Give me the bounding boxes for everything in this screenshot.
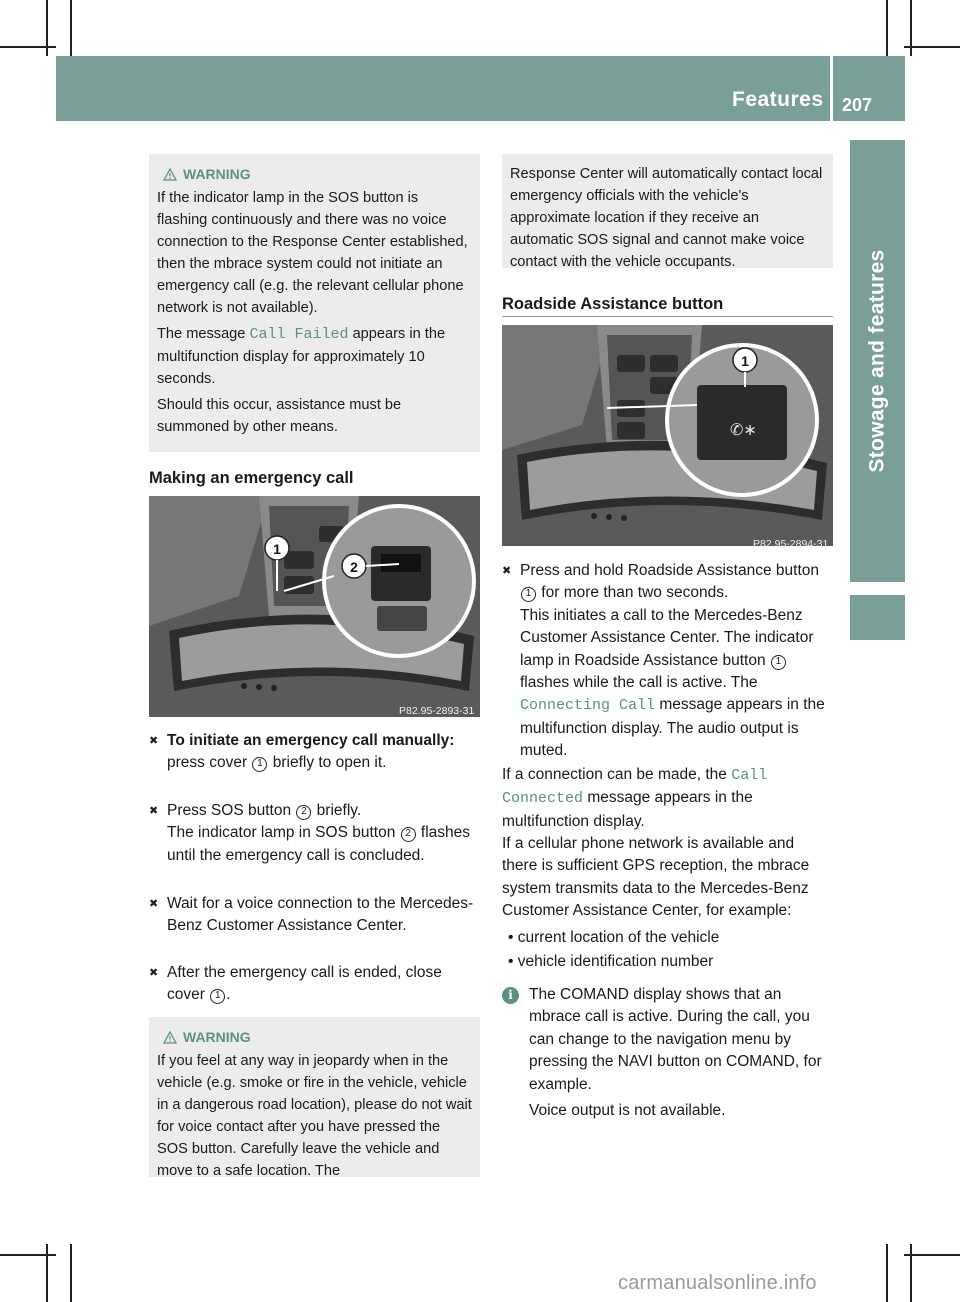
- warning-text: If you feel at any way in jeopardy when in the vehicle (e.g. smoke or fire in the vehicle, vehicle in a dangerous road location), please do not wait for voice contact after you have pressed the SOS button. Carefully leave the vehicle and move to a safe location. The: [157, 1053, 472, 1179]
- text-fragment: This initiates a call to the Mercedes-Benz Customer Assistance Center. The indicator lamp in Roadside Assistance button: [520, 606, 814, 669]
- step-arrow-icon: ✖: [149, 898, 159, 910]
- info-text: The COMAND display shows that an mbrace call is active. During the call, you can change to the navigation menu by pressing the NAVI button on COMAND, for example.: [529, 986, 822, 1093]
- info-icon: i: [502, 987, 519, 1004]
- body-paragraph: If a cellular phone network is available and there is sufficient GPS reception, the mbrace system transmits data to the Mercedes-Benz Customer Assistance Center, for example:: [502, 835, 810, 920]
- header-divider: [830, 56, 833, 121]
- step-arrow-icon: ✖: [149, 805, 159, 817]
- list-item-text: current location of the vehicle: [517, 929, 720, 946]
- step-text: [167, 800, 480, 867]
- crop-mark: [886, 0, 888, 56]
- warning-box: [149, 1017, 480, 1177]
- crop-mark: [70, 0, 72, 56]
- figure-id: P82.95-2894-31: [753, 538, 829, 546]
- warning-triangle-icon: [163, 168, 177, 181]
- figure-emergency-call: [149, 496, 480, 717]
- step-item: [149, 730, 480, 775]
- section-title: Roadside Assistance button: [502, 295, 724, 313]
- section-title: Making an emergency call: [149, 469, 354, 487]
- text-fragment: briefly to open it.: [268, 754, 387, 772]
- step-bold: To initiate an emergency call manually:: [167, 732, 455, 749]
- text-fragment: flashes while the call is active. The: [520, 674, 758, 692]
- figure-illustration: [149, 496, 480, 717]
- step-item: [149, 893, 480, 938]
- info-text: Voice output is not available.: [529, 1102, 726, 1120]
- figure-id: P82.95-2893-31: [399, 705, 475, 717]
- crop-mark: [910, 0, 912, 56]
- body-paragraph: [502, 764, 833, 833]
- figure-illustration: [502, 325, 833, 546]
- text-fragment: .: [226, 986, 231, 1004]
- watermark: carmanualsonline.info: [618, 1272, 817, 1294]
- crop-mark: [904, 1254, 960, 1256]
- crop-mark: [886, 1244, 888, 1302]
- list-item-text: vehicle identification number: [517, 953, 714, 970]
- side-tab-label: Stowage and features: [865, 249, 889, 473]
- text-fragment: The indicator lamp in SOS button: [167, 824, 400, 842]
- step-arrow-icon: ✖: [502, 565, 512, 577]
- warning-text: Response Center will automatically contact local emergency officials with the vehicle's approximate location if they receive an automatic SOS signal and cannot make voice contact with the vehicle occupants.: [510, 166, 823, 270]
- text-fragment: If a connection can be made, the: [502, 766, 732, 783]
- text-fragment: The message: [157, 326, 250, 342]
- crop-mark: [46, 0, 48, 56]
- warning-box-continued: [502, 154, 833, 268]
- text-fragment: for more than two seconds.: [537, 584, 729, 602]
- section-divider: [502, 316, 833, 317]
- text-fragment: briefly.: [312, 802, 362, 819]
- step-text: [167, 962, 480, 1007]
- step-text: [520, 560, 833, 763]
- warning-label: WARNING: [183, 1029, 251, 1045]
- text-fragment: appears in the multifunction display for approximately 10 seconds.: [157, 326, 446, 387]
- header-title: Features: [732, 88, 824, 111]
- callout-ref: 1: [210, 989, 225, 1004]
- display-message: Connecting Call: [520, 697, 656, 715]
- warning-text: Should this occur, assistance must be summoned by other means.: [157, 397, 402, 435]
- warning-text: [157, 323, 472, 390]
- warning-heading: [157, 1026, 472, 1048]
- step-arrow-icon: ✖: [149, 967, 159, 979]
- display-message: Call Failed: [249, 326, 349, 343]
- callout-ref: 2: [401, 827, 416, 842]
- list-item: [508, 927, 833, 949]
- callout-1: 1: [273, 541, 281, 557]
- callout-ref: 1: [521, 587, 536, 602]
- info-note: [529, 984, 833, 1122]
- warning-text: If the indicator lamp in the SOS button is flashing continuously and there was no voice connection to the Response Center established, then the mbrace system could not initiate an emergency call (e.g. the relevant cellular phone network is not available).: [157, 190, 468, 316]
- callout-ref: 1: [252, 757, 267, 772]
- text-fragment: flashes until the emergency call is concluded.: [167, 824, 471, 864]
- crop-mark: [46, 1244, 48, 1302]
- step-text: Wait for a voice connection to the Mercedes-Benz Customer Assistance Center.: [167, 895, 474, 935]
- callout-2: 2: [350, 559, 358, 575]
- text-fragment: message appears in the multifunction display. The audio output is muted.: [520, 696, 825, 760]
- text-fragment: Press and hold Roadside Assistance button: [520, 562, 819, 579]
- callout-ref: 2: [296, 805, 311, 820]
- svg-text:✆∗: ✆∗: [730, 420, 757, 439]
- figure-roadside-button: [502, 325, 833, 546]
- warning-triangle-icon: [163, 1031, 177, 1044]
- step-text: [167, 730, 480, 775]
- warning-label: WARNING: [183, 166, 251, 182]
- side-tab-label-wrap: [850, 140, 905, 582]
- side-marker: [850, 595, 905, 640]
- callout-ref: 1: [771, 655, 786, 670]
- step-item: [149, 962, 480, 1007]
- bullet-marker: •: [508, 953, 518, 970]
- list-item: [508, 951, 833, 973]
- crop-mark: [70, 1244, 72, 1302]
- step-item: [502, 560, 833, 763]
- text-fragment: message appears in the multifunction display.: [502, 789, 753, 830]
- text-fragment: press cover: [167, 754, 252, 772]
- display-message: Call Connected: [502, 767, 768, 808]
- step-arrow-icon: ✖: [149, 735, 159, 747]
- bullet-marker: •: [508, 929, 518, 946]
- warning-heading: [157, 163, 472, 185]
- warning-box: [149, 154, 480, 452]
- step-item: [149, 800, 480, 867]
- text-fragment: Press SOS button: [167, 802, 296, 819]
- text-fragment: After the emergency call is ended, close cover: [167, 964, 442, 1004]
- callout-1: 1: [741, 353, 749, 369]
- crop-mark: [910, 1244, 912, 1302]
- page-number: 207: [842, 95, 873, 115]
- crop-mark: [904, 46, 960, 48]
